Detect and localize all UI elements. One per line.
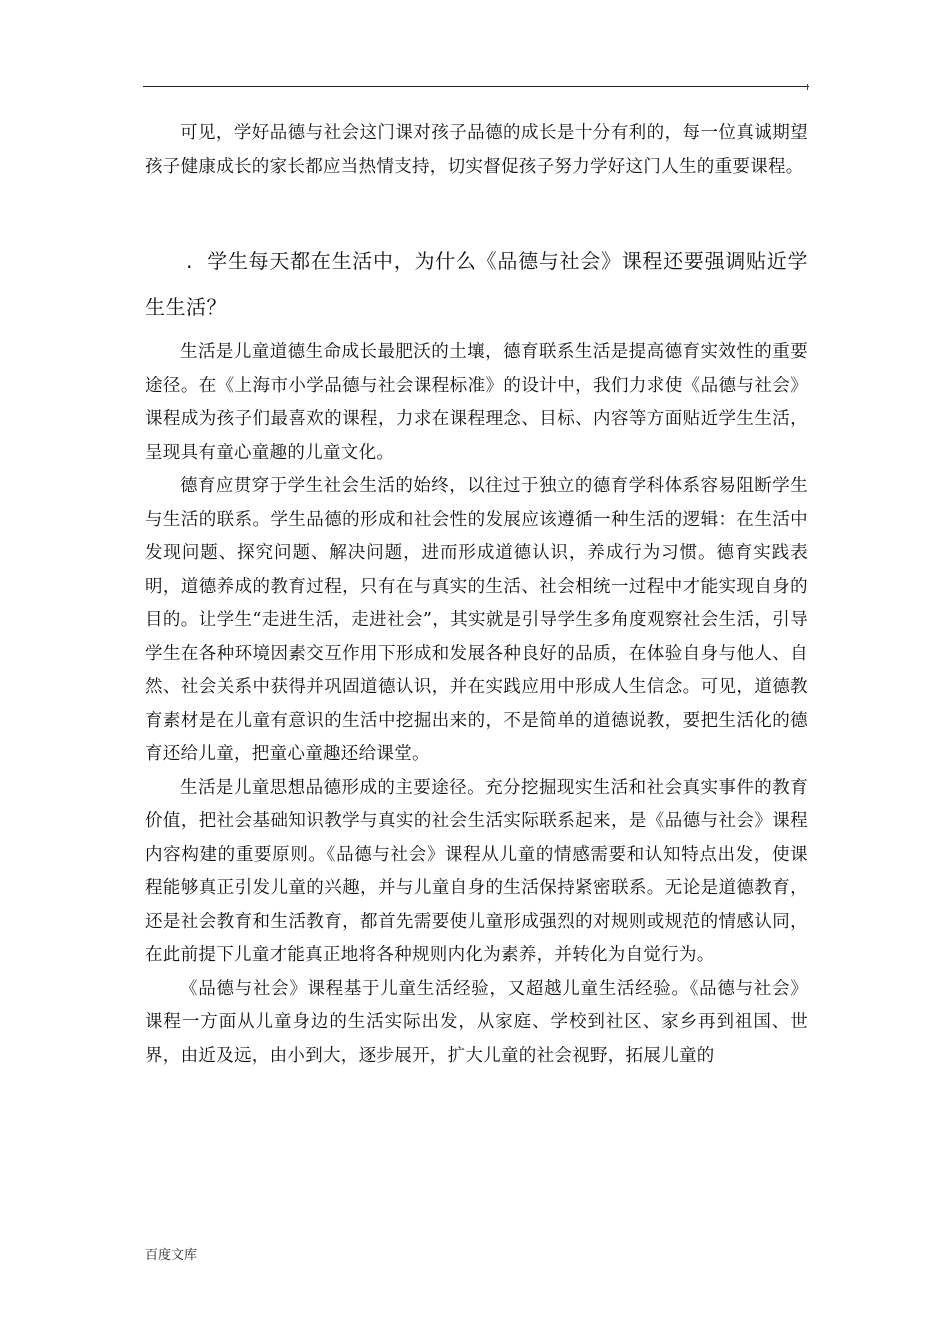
paragraph: 生活是儿童思想品德形成的主要途径。充分挖掘现实生活和社会真实事件的教育价值，把社会基础知识教学与真实的社会生活实际联系起来，是《品德与社会》课程内容构建的重要原则。《品德与社会》课程从儿童的情感需要和认知特点出发，使课程能够真正引发儿童的兴趣，并与儿童自身的生活保持紧密联系。无论是道德教育，还是社会教育和生活教育，都首先需要使儿童形成强烈的对规则或规范的情感认同，在此前提下儿童才能真正地将各种规则内化为素养，并转化为自觉行为。 (145, 777, 808, 965)
heading-bullet: . (186, 249, 193, 273)
header-rule (143, 86, 809, 87)
heading-text: 学生每天都在生活中，为什么《品德与社会》课程还要强调贴近学生生活？ (145, 249, 808, 319)
paragraph: 德育应贯穿于学生社会生活的始终，以往过于独立的德育学科体系容易阻断学生与生活的联系。学生品德的形成和社会性的发展应该遵循一种生活的逻辑：在生活中发现问题、探究问题、解决问题，进而形成道德认识，养成行为习惯。德育实践表明，道德养成的教育过程，只有在与真实的生活、社会相统一过程中才能实现自身的目的。让学生“走进生活，走进社会”，其实就是引导学生多角度观察社会生活，引导学生在各种环境因素交互作用下形成和发展各种良好的品质，在体验自身与他人、自然、社会关系中获得并巩固道德认识，并在实践应用中形成人生信念。可见，道德教育素材是在儿童有意识的生活中挖掘出来的，不是简单的道德说教，要把生活化的德育还给儿童，把童心童趣还给课堂。 (145, 476, 808, 764)
document-body (145, 117, 808, 1073)
paragraph: 《品德与社会》课程基于儿童生活经验，又超越儿童生活经验。《品德与社会》课程一方面从儿童身边的生活实际出发，从家庭、学校到社区、家乡再到祖国、世界，由近及远，由小到大，逐步展开，扩大儿童的社会视野，拓展儿童的 (145, 978, 808, 1066)
footer-source-label: 百度文库 (145, 1248, 198, 1263)
paragraph: 生活是儿童道德生命成长最肥沃的土壤，德育联系生活是提高德育实效性的重要途径。在《上海市小学品德与社会课程标准》的设计中，我们力求使《品德与社会》课程成为孩子们最喜欢的课程，力求在课程理念、目标、内容等方面贴近学生生活，呈现具有童心童趣的儿童文化。 (145, 342, 808, 463)
paragraph-intro: 可见，学好品德与社会这门课对孩子品德的成长是十分有利的，每一位真诚期望孩子健康成长的家长都应当热情支持，切实督促孩子努力学好这门人生的重要课程。 (145, 123, 808, 177)
section-spacer (145, 184, 808, 238)
section-heading (145, 238, 808, 330)
header-rule-end-mark (807, 84, 808, 90)
